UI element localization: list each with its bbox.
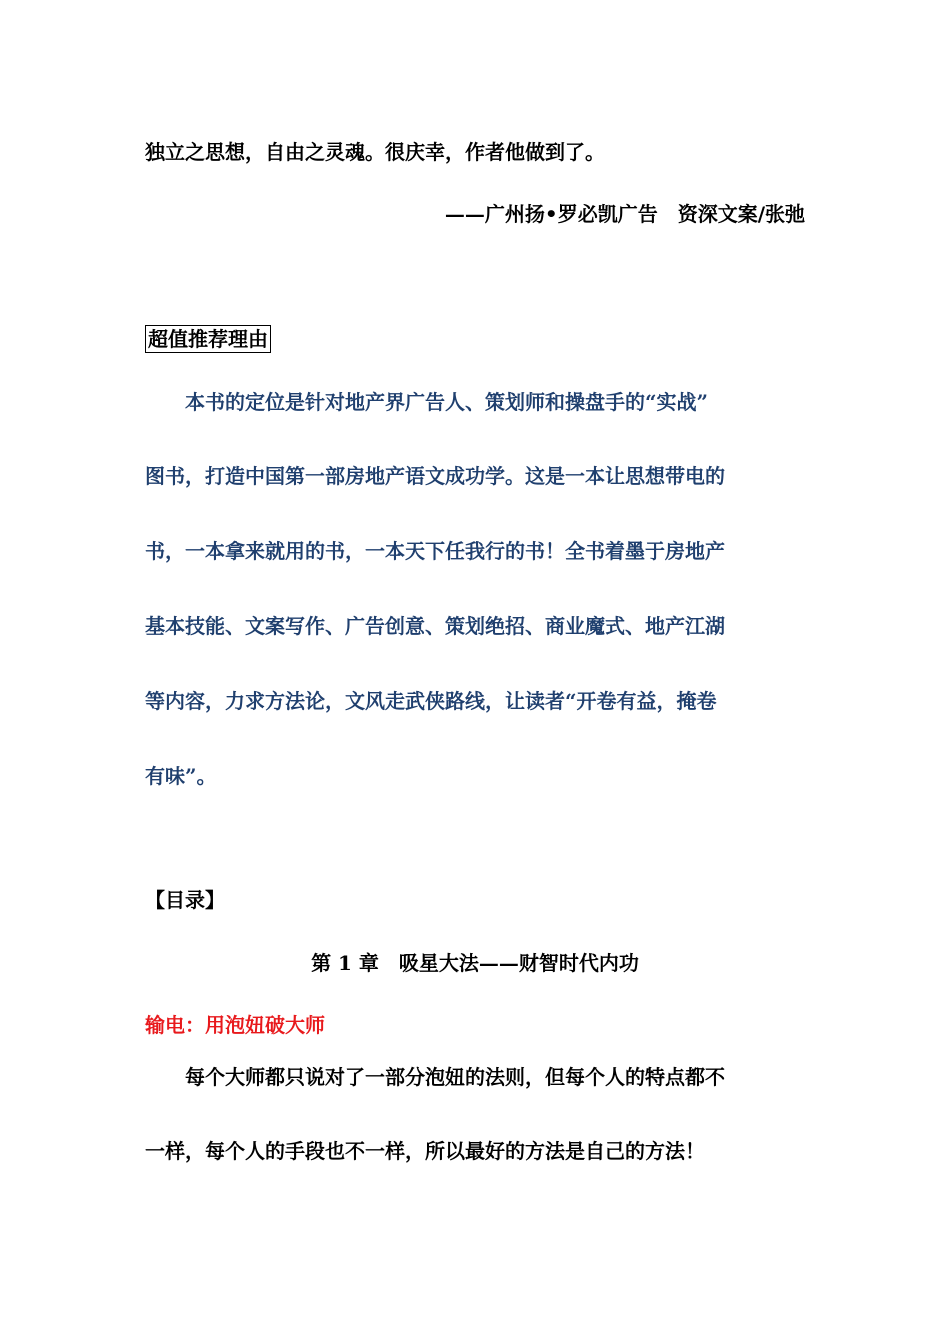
quote-attribution: ——广州扬•罗必凯广告 资深文案/张弛	[444, 202, 805, 226]
chapter-title: 第 1 章 吸星大法——财智时代内功	[311, 951, 639, 975]
recommend-line: 本书的定位是针对地产界广告人、策划师和操盘手的“实战”	[145, 390, 709, 414]
recommend-heading: 超值推荐理由	[145, 325, 271, 353]
recommend-heading-box	[145, 325, 271, 353]
toc-label: 【目录】	[145, 888, 225, 912]
recommend-line: 书，一本拿来就用的书，一本天下任我行的书！全书着墨于房地产	[145, 539, 725, 563]
recommend-line: 基本技能、文案写作、广告创意、策划绝招、商业魔式、地产江湖	[145, 614, 725, 638]
quote-text: 独立之思想，自由之灵魂。很庆幸，作者他做到了。	[145, 140, 605, 164]
section-title: 输电：用泡妞破大师	[145, 1013, 325, 1037]
recommend-line: 有味”。	[145, 764, 217, 788]
recommend-line: 等内容，力求方法论，文风走武侠路线，让读者“开卷有益，掩卷	[145, 689, 717, 713]
recommend-line: 图书，打造中国第一部房地产语文成功学。这是一本让思想带电的	[145, 464, 725, 488]
body-line: 一样，每个人的手段也不一样，所以最好的方法是自己的方法！	[145, 1139, 705, 1163]
body-line: 每个大师都只说对了一部分泡妞的法则，但每个人的特点都不	[145, 1065, 725, 1089]
